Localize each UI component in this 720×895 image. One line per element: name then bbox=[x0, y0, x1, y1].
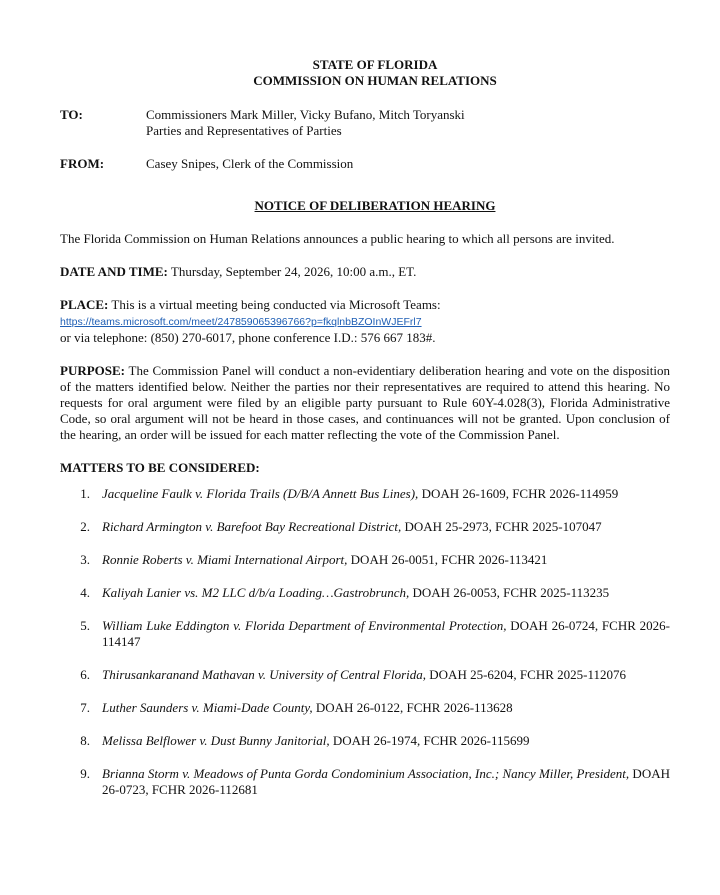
place-value: This is a virtual meeting being conducted via Microsoft Teams: bbox=[108, 297, 441, 312]
item-text bbox=[102, 667, 670, 683]
case-refs: DOAH 26-0724, FCHR 2026-114147 bbox=[102, 618, 670, 649]
item-number: 7. bbox=[80, 700, 90, 715]
case-name: Thirusankaranand Mathavan v. University of Central Florida, bbox=[102, 667, 427, 682]
list-item bbox=[60, 552, 670, 568]
list-item bbox=[60, 585, 670, 601]
list-item bbox=[60, 667, 670, 683]
list-item bbox=[60, 733, 670, 749]
case-name: Luther Saunders v. Miami-Dade County, bbox=[102, 700, 313, 715]
memo-block bbox=[60, 107, 670, 172]
case-name: Ronnie Roberts v. Miami International Airport, bbox=[102, 552, 348, 567]
purpose-paragraph bbox=[60, 363, 670, 443]
matters-list bbox=[60, 486, 670, 798]
date-time-label: DATE AND TIME: bbox=[60, 264, 168, 279]
case-refs: DOAH 25-2973, FCHR 2025-107047 bbox=[401, 519, 602, 534]
item-text bbox=[102, 552, 670, 568]
teams-meeting-link[interactable]: https://teams.microsoft.com/meet/247859065396766?p=fkqlnbBZOInWJEFrl7 bbox=[60, 316, 422, 328]
case-name: William Luke Eddington v. Florida Department of Environmental Protection, bbox=[102, 618, 507, 633]
notice-title: NOTICE OF DELIBERATION HEARING bbox=[254, 198, 496, 213]
place-paragraph bbox=[60, 297, 670, 346]
case-refs: DOAH 26-0053, FCHR 2025-113235 bbox=[409, 585, 610, 600]
header-state: STATE OF FLORIDA bbox=[312, 57, 438, 72]
memo-to-values bbox=[146, 107, 465, 139]
item-number: 5. bbox=[80, 618, 90, 633]
document-header bbox=[60, 57, 670, 89]
list-item bbox=[60, 486, 670, 502]
item-text bbox=[102, 519, 670, 535]
case-refs: DOAH 25-6204, FCHR 2025-112076 bbox=[426, 667, 626, 682]
item-number: 2. bbox=[80, 519, 90, 534]
item-text bbox=[102, 618, 670, 650]
list-item bbox=[60, 519, 670, 535]
purpose-value: The Commission Panel will conduct a non-evidentiary deliberation hearing and vote on the disposition of the matters identified below. Neither the parties nor their representatives are required to attend this hearing. No requests for oral argument were filed by an eligible party pursuant to Rule 60Y-4.028(3), Florida Administrative Code, so oral argument will not be heard in those cases, and continuances will not be granted. Upon conclusion of the hearing, an order will be issued for each matter reflecting the vote of the Commission Panel. bbox=[60, 363, 670, 442]
item-number: 8. bbox=[80, 733, 90, 748]
case-refs: DOAH 26-0051, FCHR 2026-113421 bbox=[347, 552, 548, 567]
memo-from-value: Casey Snipes, Clerk of the Commission bbox=[146, 156, 354, 171]
memo-to-line: Parties and Representatives of Parties bbox=[146, 123, 342, 138]
intro-paragraph: The Florida Commission on Human Relations announces a public hearing to which all persons are invited. bbox=[60, 231, 615, 246]
date-time-paragraph bbox=[60, 264, 670, 280]
item-text bbox=[102, 486, 670, 502]
case-refs: DOAH 26-0723, FCHR 2026-112681 bbox=[102, 766, 670, 797]
memo-to-line: Commissioners Mark Miller, Vicky Bufano, Mitch Toryanski bbox=[146, 107, 465, 122]
case-name: Richard Armington v. Barefoot Bay Recreational District, bbox=[102, 519, 402, 534]
case-name: Brianna Storm v. Meadows of Punta Gorda Condominium Association, Inc.; Nancy Miller, President, bbox=[102, 766, 630, 781]
memo-to-label: TO: bbox=[60, 107, 83, 122]
item-number: 6. bbox=[80, 667, 90, 682]
item-number: 4. bbox=[80, 585, 90, 600]
header-commission: COMMISSION ON HUMAN RELATIONS bbox=[253, 73, 497, 88]
item-text bbox=[102, 766, 670, 798]
memo-from-label: FROM: bbox=[60, 156, 105, 171]
case-refs: DOAH 26-0122, FCHR 2026-113628 bbox=[312, 700, 513, 715]
item-number: 3. bbox=[80, 552, 90, 567]
item-text bbox=[102, 733, 670, 749]
memo-from-row bbox=[60, 156, 670, 172]
item-text bbox=[102, 585, 670, 601]
case-name: Kaliyah Lanier vs. M2 LLC d/b/a Loading…Gastrobrunch, bbox=[102, 585, 410, 600]
case-refs: DOAH 26-1974, FCHR 2026-115699 bbox=[329, 733, 530, 748]
list-item bbox=[60, 618, 670, 650]
case-name: Melissa Belflower v. Dust Bunny Janitorial, bbox=[102, 733, 330, 748]
place-phone: or via telephone: (850) 270-6017, phone conference I.D.: 576 667 183#. bbox=[60, 330, 436, 345]
place-label: PLACE: bbox=[60, 297, 109, 312]
item-text bbox=[102, 700, 670, 716]
matters-title: MATTERS TO BE CONSIDERED: bbox=[60, 460, 260, 475]
date-time-value: Thursday, September 24, 2026, 10:00 a.m., ET. bbox=[167, 264, 417, 279]
memo-to-row bbox=[60, 107, 670, 139]
item-number: 1. bbox=[80, 486, 90, 501]
item-number: 9. bbox=[80, 766, 90, 781]
memo-from-values bbox=[146, 156, 353, 172]
list-item bbox=[60, 766, 670, 798]
purpose-label: PURPOSE: bbox=[60, 363, 125, 378]
case-name: Jacqueline Faulk v. Florida Trails (D/B/A Annett Bus Lines), bbox=[102, 486, 419, 501]
list-item bbox=[60, 700, 670, 716]
case-refs: DOAH 26-1609, FCHR 2026-114959 bbox=[418, 486, 619, 501]
